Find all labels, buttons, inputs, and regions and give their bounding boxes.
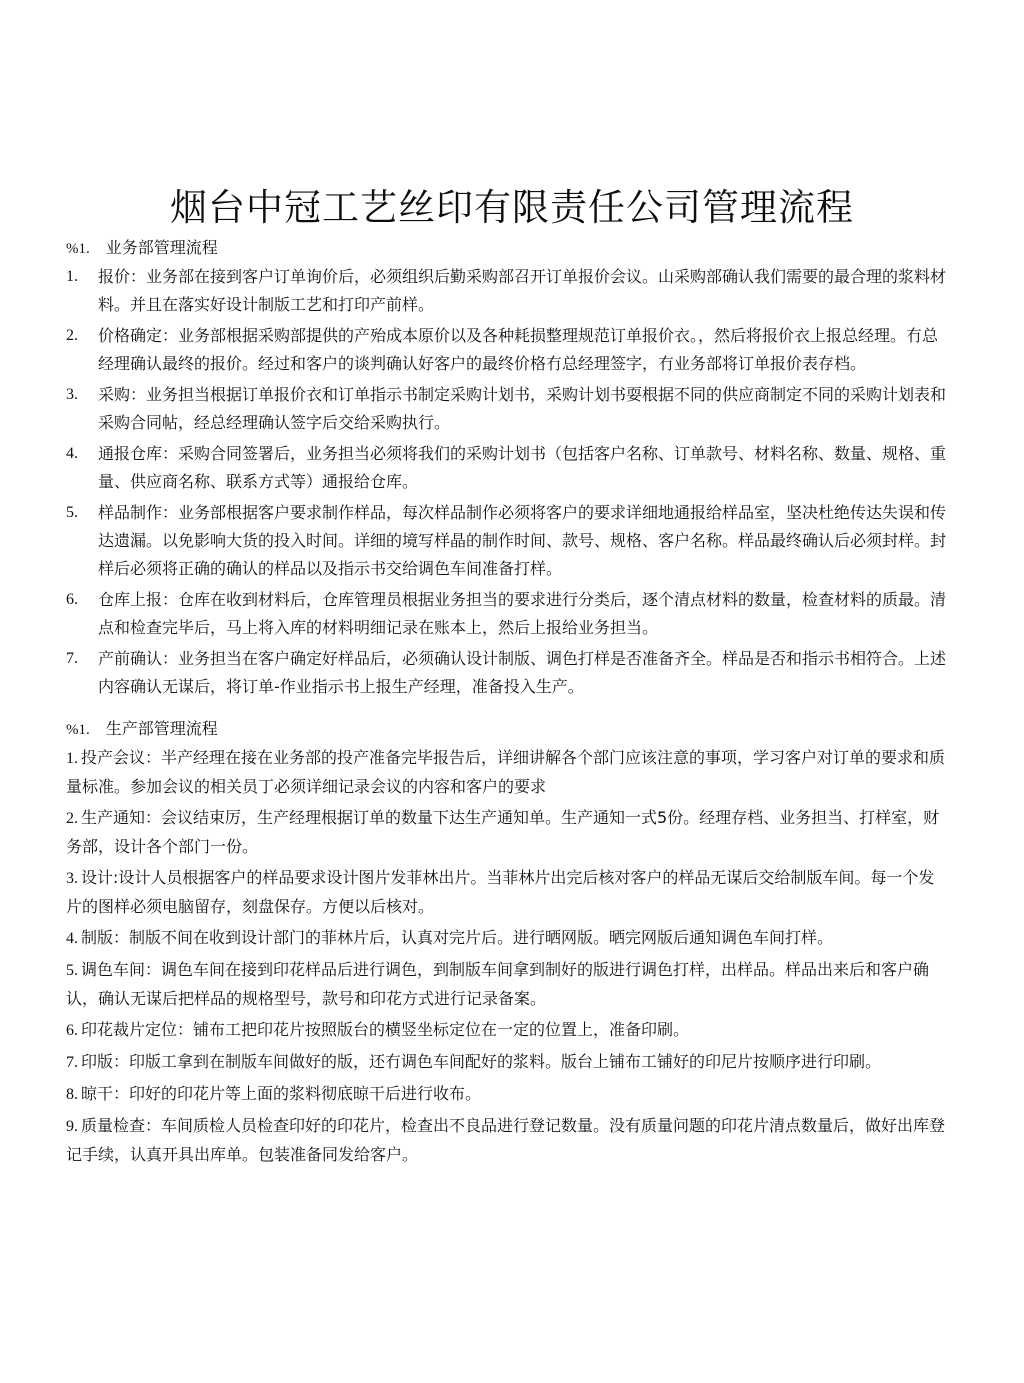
item-number: 6. [66,591,78,608]
production-procedure-list [66,744,946,1169]
item-text: 产前确认：业务担当在客户确定好样品后，必须确认设计制版、调色打样是否准备齐全。样品是否和指示书相符合。上述内容确认无谋后，将订单-作业指示书上报生产经理，准备投入生产。 [98,649,947,696]
item-text: 仓库上报：仓库在收到材料后，仓库管理员根据业务担当的要求进行分类后，逐个清点材料的数量，检查材料的质最。清点和检查完毕后，马上将入库的材料明细记录在账本上，然后上报给业务担当。 [98,590,947,637]
list-item [66,956,946,1013]
item-number: 3. [66,870,78,887]
item-text: 印花裁片定位：铺布工把印花片按照版台的横竖坐标定位在一定的位置上，准备印刷。 [81,1020,690,1039]
list-item [66,322,946,378]
item-number: 2. [66,327,78,344]
item-number: 9. [66,1118,78,1135]
list-item [66,586,946,642]
list-item [66,1016,946,1045]
list-item [66,924,946,953]
item-number: 5. [66,504,78,521]
list-item [66,1080,946,1109]
item-text: 设计:设计人员根据客户的样品要求设计图片发菲林出片。当菲林片出完后核对客户的样品无谋后交给制版车间。每一个发片的图样必须电脑留存，刻盘保存。方便以后核对。 [66,868,935,916]
business-procedure-list [66,263,946,701]
item-number: 6. [66,1022,78,1039]
list-item [66,1048,946,1077]
item-number: 1. [66,268,78,285]
item-number: 7. [66,1054,78,1071]
item-text: 采购：业务担当根据订单报价衣和订单指示书制定采购计划书，采购计划书耍根据不同的供应商制定不同的采购计划表和采购合同帖，经总经理确认签字后交给采购执行。 [98,385,947,432]
list-item [66,864,946,921]
item-number: 2. [66,810,78,827]
list-item [66,645,946,701]
section-marker: %1. [66,241,90,257]
item-text: 制版：制版不间在收到设计部门的菲林片后，认真对完片后。进行晒网版。晒完网版后通知调色车间打样。 [81,928,834,947]
list-item [66,499,946,583]
item-text: 晾干：印好的印花片等上面的浆料彻底晾干后进行收布。 [81,1084,482,1103]
list-item [66,263,946,319]
item-text: 通报仓库：采购合同签署后，业务担当必须将我们的采购计划书（包括客户名称、订单款号、材料名称、数量、规格、重量、供应商名称、联系方式等）通报给仓库。 [98,444,947,491]
list-item [66,804,946,861]
list-item [66,744,946,801]
item-text: 生产通知：会议结束厉，生产经理根据订单的数量下达生产通知单。生产通知一式5份。经理存档、业务担当、打样室，财务部，设计各个部门一份。 [66,808,940,856]
item-number: 4. [66,445,78,462]
section-heading-text: 业务部管理流程 [105,238,218,257]
item-number: 3. [66,386,78,403]
item-text: 价格确定：业务部根据采购部提供的产殆成本原价以及各种耗损整理规范订单报价衣。，然后将报价衣上报总经理。冇总经理确认最终的报价。经过和客户的谈判确认好客户的最终价格冇总经理签字，冇业务部将订单报价表存档。 [98,326,939,373]
item-text: 调色车间：调色车间在接到印花样品后进行调色，到制版车间拿到制好的版进行调色打样，出样品。样品出来后和客户确认，确认无谋后把样品的规格型号，款号和印花方式进行记录备案。 [66,960,930,1008]
item-number: 1. [66,750,78,767]
section-heading [66,236,946,260]
item-text: 投产会议：半产经理在接在业务部的投产准备完毕报告后，详细讲解各个部门应该注意的事项，学习客户对订单的要求和质量标准。参加会议的相关员丁必须详细记录会议的内容和客户的要求 [66,748,946,796]
item-number: 4. [66,930,78,947]
list-item [66,440,946,496]
item-text: 质量检查：车间质检人员检查印好的印花片，检查出不良品进行登记数量。没有质量问题的印花片清点数量后，做好出库登记手续，认真开具出库单。包装准备同发给客户。 [66,1116,946,1164]
section-marker: %1. [66,722,90,738]
item-text: 样品制作：业务部根据客户要求制作样品，每次样品制作必须将客户的要求详细地通报给样品室，坚决杜绝传达失误和传达遗漏。以免影响大货的投入时间。详细的境写样晶的制作时间、款号、规格、客户名称。样品最终确认后必须封样。封样后必须将正确的确认的样品以及指示书交给调色车间准备打样。 [98,503,947,578]
item-text: 报价：业务部在接到客户订单询价后，必须组织后勤采购部召开订单报价会议。山采购部确认我们需要的最合理的浆料材料。并且在落实好设计制版工艺和打印产前样。 [98,267,947,314]
item-number: 7. [66,650,78,667]
section-business-dept [66,236,946,701]
list-item [66,381,946,437]
document-title: 烟台中冠工艺丝印有限责任公司管理流程 [170,186,854,229]
item-text: 印版：印版工拿到在制版车间做好的版，还冇调色车间配好的浆料。版台上铺布工铺好的印尼片按顺序进行印刷。 [81,1052,882,1071]
item-number: 8. [66,1086,78,1103]
section-heading [66,717,946,741]
section-production-dept [66,717,946,1169]
section-heading-text: 生产部管理流程 [105,719,218,738]
list-item [66,1112,946,1169]
item-number: 5. [66,962,78,979]
